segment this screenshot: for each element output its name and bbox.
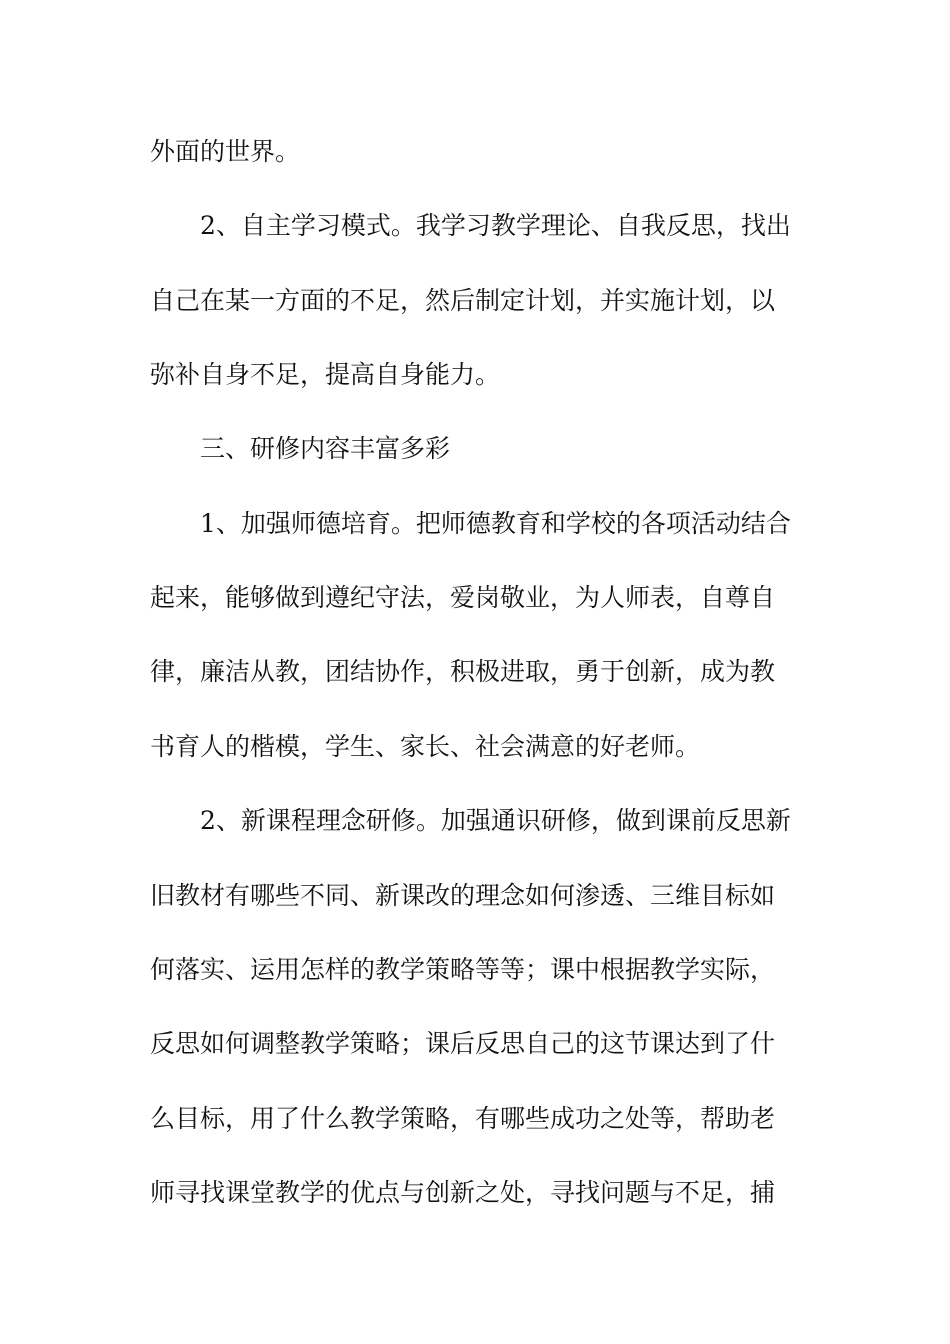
text-line-14: 么目标，用了什么教学策略，有哪些成功之处等，帮助老 [150, 1104, 776, 1133]
text-line-11: 旧教材有哪些不同、新课改的理念如何渗透、三维目标如 [150, 881, 776, 910]
text-line-8: 律，廉洁从教，团结协作，积极进取，勇于创新，成为教 [150, 657, 776, 686]
text-line-12: 何落实、运用怎样的教学策略等等；课中根据教学实际， [150, 955, 776, 984]
text-line-7: 起来，能够做到遵纪守法，爱岗敬业，为人师表，自尊自 [150, 583, 776, 612]
text-line-1: 外面的世界。 [150, 137, 301, 166]
section-heading: 三、研修内容丰富多彩 [200, 434, 451, 463]
text-line-4: 弥补自身不足，提高自身能力。 [150, 360, 501, 389]
text-line-9: 书育人的楷模，学生、家长、社会满意的好老师。 [150, 732, 701, 761]
text-line-10: 2、新课程理念研修。加强通识研修，做到课前反思新 [200, 806, 791, 835]
text-line-15: 师寻找课堂教学的优点与创新之处，寻找问题与不足，捕 [150, 1178, 776, 1207]
text-line-3: 自己在某一方面的不足，然后制定计划，并实施计划，以 [150, 286, 776, 315]
text-line-6: 1、加强师德培育。把师德教育和学校的各项活动结合 [200, 509, 791, 538]
text-line-13: 反思如何调整教学策略；课后反思自己的这节课达到了什 [150, 1029, 776, 1058]
text-line-2: 2、自主学习模式。我学习教学理论、自我反思，找出 [200, 211, 791, 240]
